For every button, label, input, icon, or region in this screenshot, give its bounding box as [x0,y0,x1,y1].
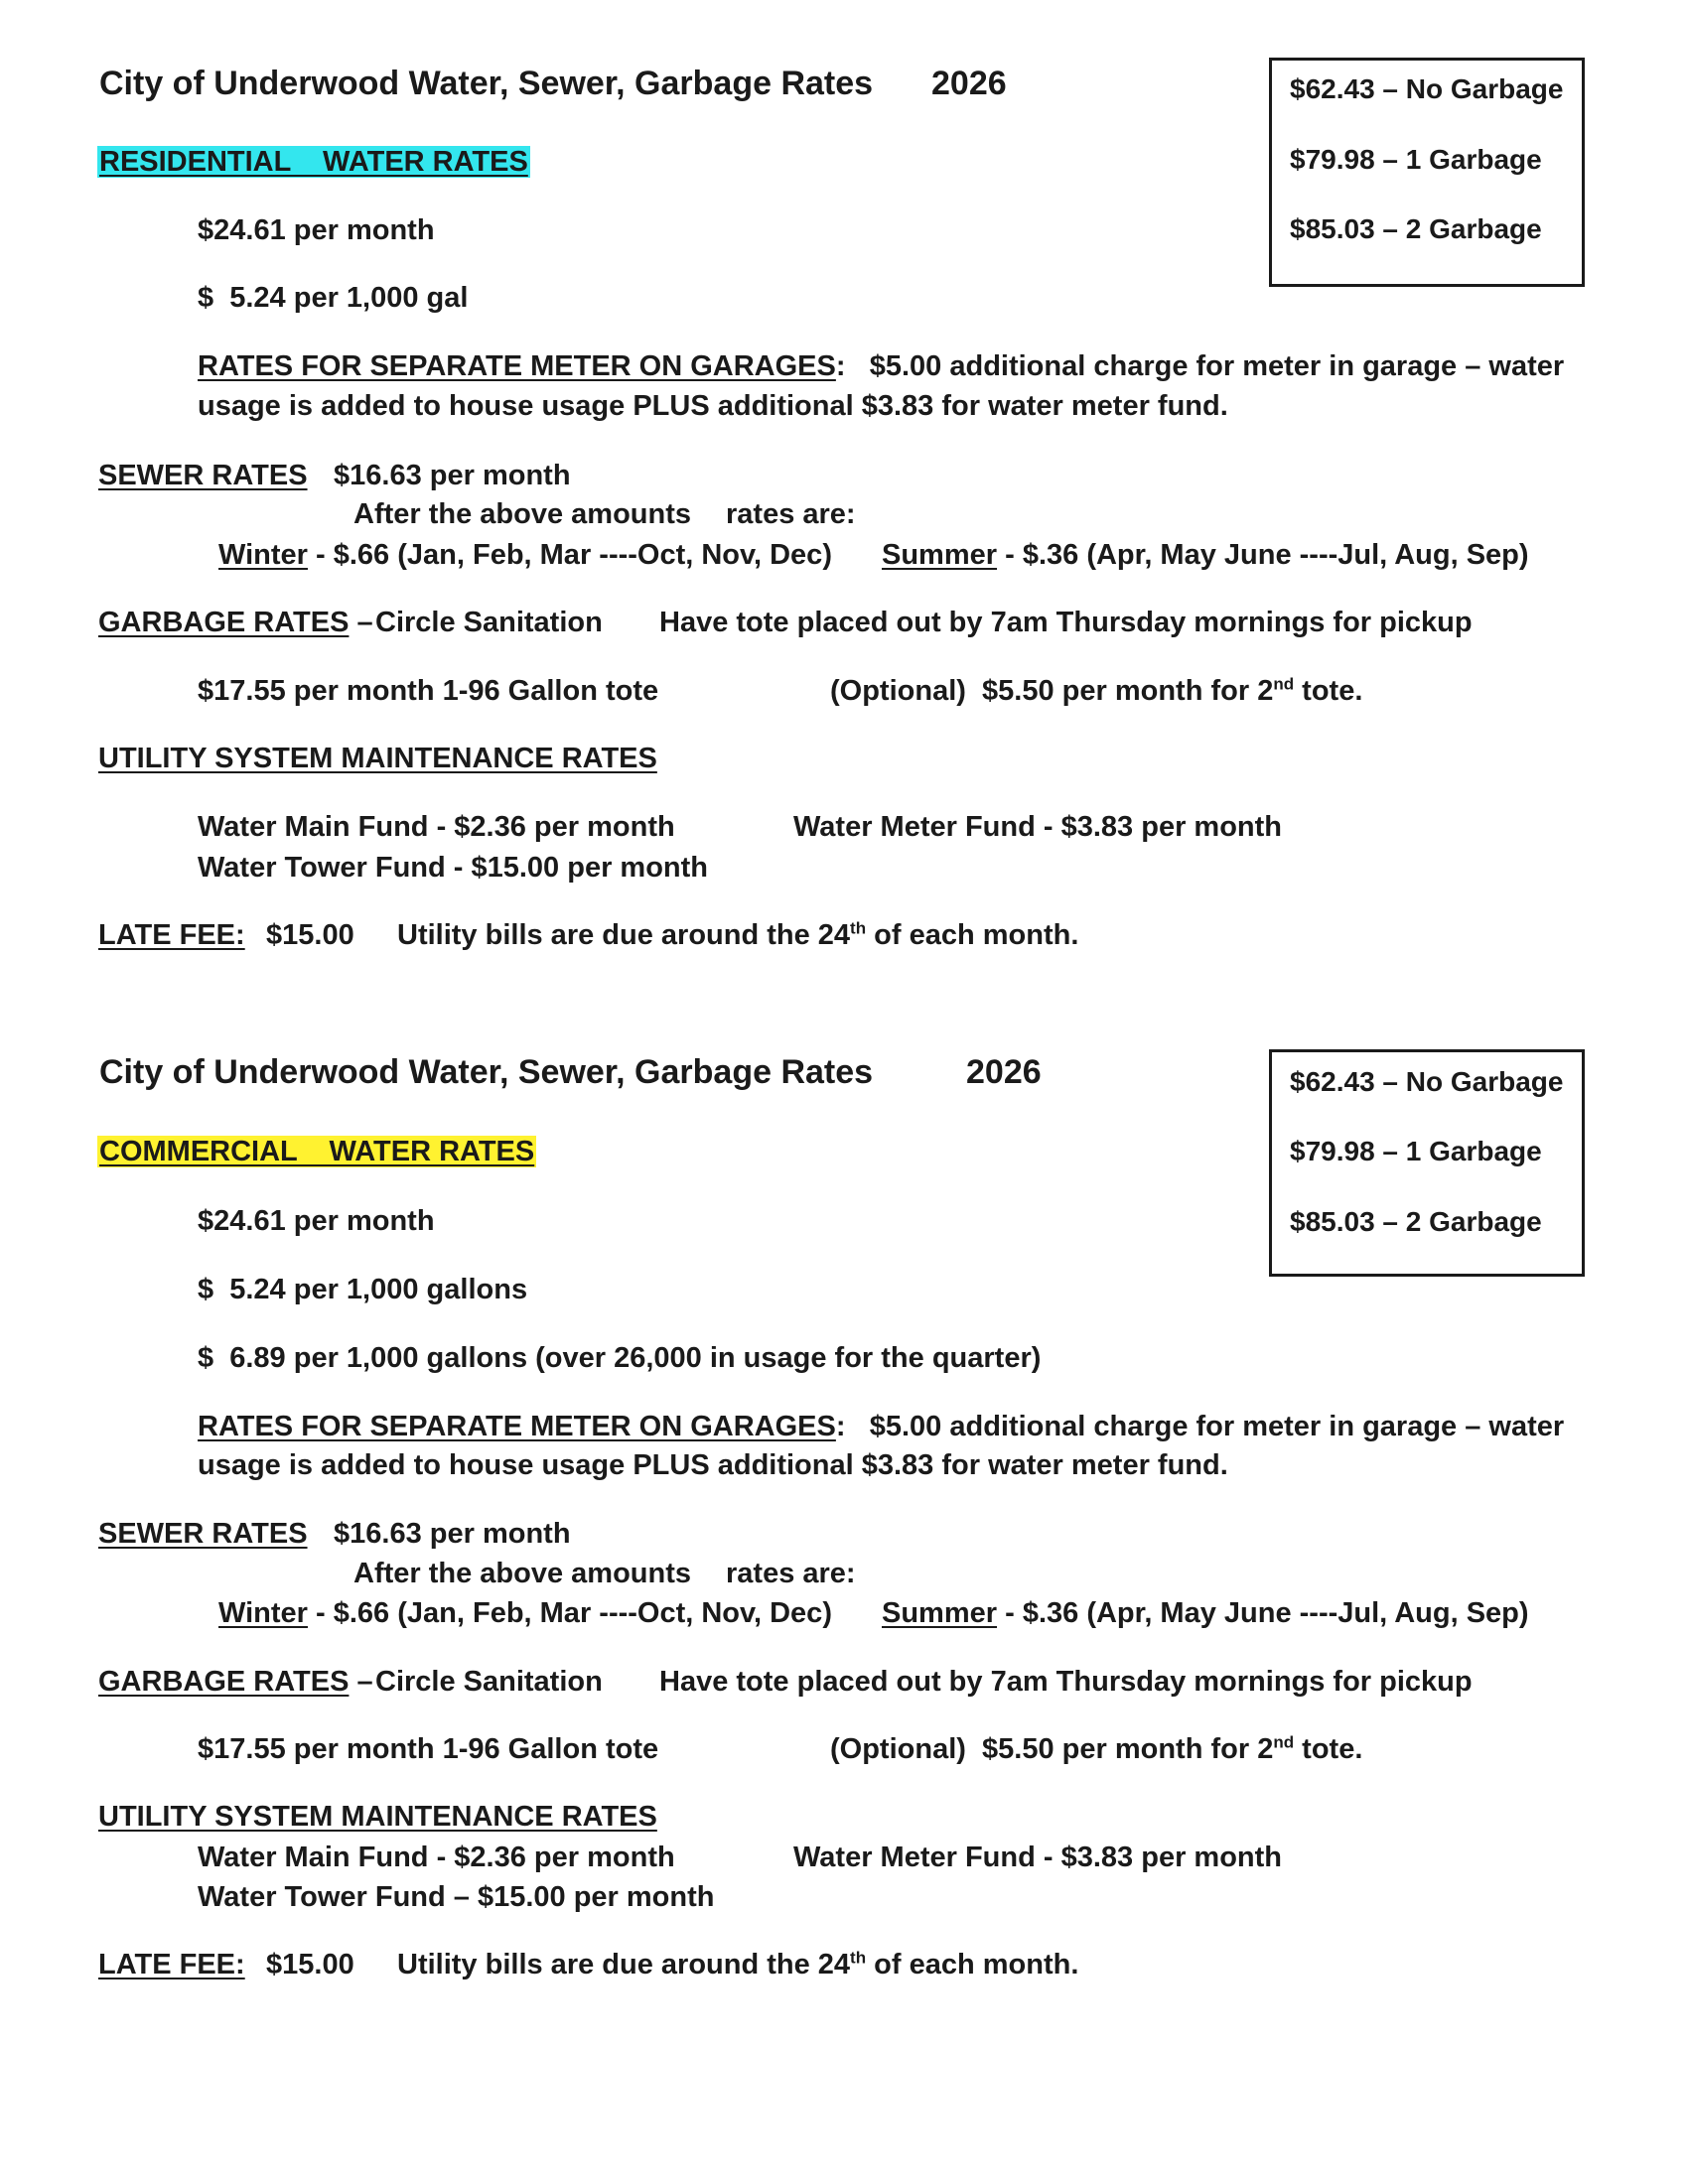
late-note-sup: th [850,918,867,938]
sewer-winter [218,1595,832,1631]
garage-meter-line-1: RATES FOR SEPARATE METER ON GARAGES: $5.00 additional charge for meter in garage – water [198,1411,1565,1442]
garage-meter-text: $5.00 additional charge for meter in garage – water [869,350,1565,382]
sewer-after-text: After the above amounts [353,498,691,530]
garbage-optional [830,673,1362,709]
garage-meter-line-2: usage is added to house usage PLUS additional $3.83 for water meter fund. [198,1449,1228,1481]
garbage-tote-rate: $17.55 per month 1-96 Gallon tote [198,675,659,707]
garbage-heading [98,1664,373,1700]
water-monthly-rate: $24.61 per month [198,214,435,246]
winter-rate: - $.66 (Jan, Feb, Mar ----Oct, Nov, Dec) [307,539,832,571]
water-main-fund: Water Main Fund - $2.36 per month [198,811,675,843]
section-heading-text: COMMERCIAL WATER RATES [99,1136,535,1167]
late-note-end: of each month. [866,919,1079,951]
late-fee-note [397,1947,1078,1982]
garbage-dash: – [349,607,373,638]
garbage-note: Have tote placed out by 7am Thursday mornings for pickup [659,1666,1473,1698]
section-heading [97,1134,536,1169]
garage-meter-line-1: RATES FOR SEPARATE METER ON GARAGES: $5.00 additional charge for meter in garage – water [198,350,1565,382]
late-fee-amount: $15.00 [266,919,354,951]
summer-label: Summer [882,1597,998,1629]
late-note-text: Utility bills are due around the 24 [397,1949,851,1980]
sewer-after-rates: rates are: [726,1558,856,1589]
summary-no-garbage: $62.43 – No Garbage [1290,73,1564,104]
water-overage-rate: $ 6.89 per 1,000 gallons (over 26,000 in usage for the quarter) [198,1342,1042,1374]
summary-2-garbage: $85.03 – 2 Garbage [1290,213,1542,244]
sewer-summer [882,537,1529,573]
year: 2026 [966,1053,1042,1091]
water-usage-rate: $ 5.24 per 1,000 gal [198,282,469,314]
late-fee-label: LATE FEE: [98,1949,245,1980]
garbage-company: Circle Sanitation [375,1666,603,1698]
garbage-company: Circle Sanitation [375,607,603,638]
sewer-label: SEWER RATES [98,1518,308,1550]
garbage-note: Have tote placed out by 7am Thursday mornings for pickup [659,607,1473,638]
garbage-label: GARBAGE RATES [98,607,350,638]
garbage-heading [98,605,373,640]
winter-rate: - $.66 (Jan, Feb, Mar ----Oct, Nov, Dec) [307,1597,832,1629]
summer-rate: - $.36 (Apr, May June ----Jul, Aug, Sep) [997,1597,1529,1629]
garage-meter-line-2: usage is added to house usage PLUS additional $3.83 for water meter fund. [198,390,1228,422]
sewer-summer [882,1595,1529,1631]
sewer-monthly-rate: $16.63 per month [334,460,571,491]
summer-label: Summer [882,539,998,571]
summary-box [1269,58,1585,287]
summary-2-garbage: $85.03 – 2 Garbage [1290,1206,1542,1237]
late-note-text: Utility bills are due around the 24 [397,919,851,951]
summary-1-garbage: $79.98 – 1 Garbage [1290,1136,1542,1166]
garage-meter-text: $5.00 additional charge for meter in garage – water [869,1411,1565,1442]
summary-1-garbage: $79.98 – 1 Garbage [1290,144,1542,175]
page-title: City of Underwood Water, Sewer, Garbage Rates [99,65,874,102]
optional-text: (Optional) $5.50 per month for 2 [830,675,1274,707]
garbage-optional [830,1731,1362,1767]
water-tower-fund: Water Tower Fund – $15.00 per month [198,1881,715,1913]
water-usage-rate: $ 5.24 per 1,000 gallons [198,1274,528,1305]
late-note-end: of each month. [866,1949,1079,1980]
sewer-label: SEWER RATES [98,460,308,491]
late-fee-amount: $15.00 [266,1949,354,1980]
year: 2026 [931,65,1007,102]
maintenance-label: UTILITY SYSTEM MAINTENANCE RATES [98,1801,657,1833]
garbage-dash: – [349,1666,373,1698]
summary-no-garbage: $62.43 – No Garbage [1290,1066,1564,1097]
water-monthly-rate: $24.61 per month [198,1205,435,1237]
late-fee-label: LATE FEE: [98,919,245,951]
sewer-after-rates: rates are: [726,498,856,530]
optional-sup: nd [1273,1732,1295,1752]
garbage-tote-rate: $17.55 per month 1-96 Gallon tote [198,1733,659,1765]
sewer-winter [218,537,832,573]
garage-meter-label: RATES FOR SEPARATE METER ON GARAGES [198,1411,836,1442]
winter-label: Winter [218,1597,308,1629]
water-main-fund: Water Main Fund - $2.36 per month [198,1842,675,1873]
page-title: City of Underwood Water, Sewer, Garbage Rates [99,1053,874,1091]
summer-rate: - $.36 (Apr, May June ----Jul, Aug, Sep) [997,539,1529,571]
summary-box [1269,1049,1585,1277]
winter-label: Winter [218,539,308,571]
late-fee-note [397,917,1078,953]
water-meter-fund: Water Meter Fund - $3.83 per month [793,811,1282,843]
sewer-monthly-rate: $16.63 per month [334,1518,571,1550]
optional-end: tote. [1294,675,1363,707]
water-tower-fund: Water Tower Fund - $15.00 per month [198,852,709,884]
optional-sup: nd [1273,674,1295,694]
garage-meter-label: RATES FOR SEPARATE METER ON GARAGES [198,350,836,382]
optional-end: tote. [1294,1733,1363,1765]
section-heading [97,144,530,180]
optional-text: (Optional) $5.50 per month for 2 [830,1733,1274,1765]
garbage-label: GARBAGE RATES [98,1666,350,1698]
water-meter-fund: Water Meter Fund - $3.83 per month [793,1842,1282,1873]
late-note-sup: th [850,1948,867,1968]
sewer-after-text: After the above amounts [353,1558,691,1589]
section-heading-text: RESIDENTIAL WATER RATES [99,146,528,178]
maintenance-label: UTILITY SYSTEM MAINTENANCE RATES [98,743,657,774]
